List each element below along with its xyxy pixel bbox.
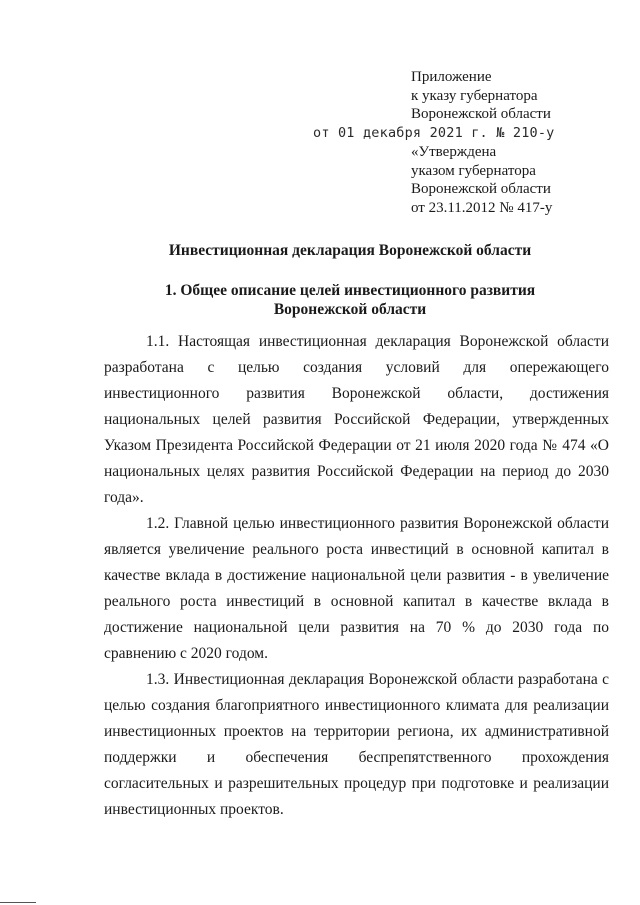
approved-line: Воронежской области	[411, 181, 551, 197]
annex-line: Воронежской области	[411, 106, 551, 122]
approved-line: указом губернатора	[411, 162, 536, 179]
approved-block	[411, 143, 552, 217]
paragraph-1-1: 1.1. Настоящая инвестиционная декларация Воронежской области разработана с целью создания условий для опережающего инвестиционного развития Воронежской области, достижения национальных целей развития Российской Федерации, утвержденных Указом Президента Российской Федерации от 21 июля 2020 года № 474 «О национальных целях развития Российской Федерации на период до 2030 года».	[104, 333, 609, 506]
approved-line: от 23.11.2012 № 417-у	[411, 199, 553, 216]
approved-line: «Утверждена	[411, 144, 497, 160]
annex-line: к указу губернатора	[411, 87, 538, 104]
paragraph-1-2: 1.2. Главной целью инвестиционного развития Воронежской области является увеличение реального роста инвестиций в основной капитал в качестве вклада в достижение национальной цели развития - в увеличение реального роста инвестиций в основной капитал в качестве вклада в достижение национальной цели развития на 70 % до 2030 года по сравнению с 2020 годом.	[104, 515, 609, 662]
document-body	[104, 329, 609, 823]
decree-stamp: от 01 декабря 2021 г. № 210-у	[313, 125, 555, 141]
footer-divider	[0, 902, 36, 903]
section-title-line: 1. Общее описание целей инвестиционного развития	[164, 282, 536, 299]
annex-line: Приложение	[411, 69, 492, 85]
paragraph-1-3: 1.3. Инвестиционная декларация Воронежской области разработана с целью создания благоприятного инвестиционного климата для реализации инвестиционных проектов на территории региона, их административной поддержки и обеспечения беспрепятственного прохождения согласительных и разрешительных процедур при подготовке и реализации инвестиционных проектов.	[104, 671, 609, 818]
annex-header	[411, 68, 551, 124]
document-title: Инвестиционная декларация Воронежской области	[168, 242, 532, 259]
section-title	[0, 281, 640, 319]
section-title-line: Воронежской области	[273, 301, 427, 318]
